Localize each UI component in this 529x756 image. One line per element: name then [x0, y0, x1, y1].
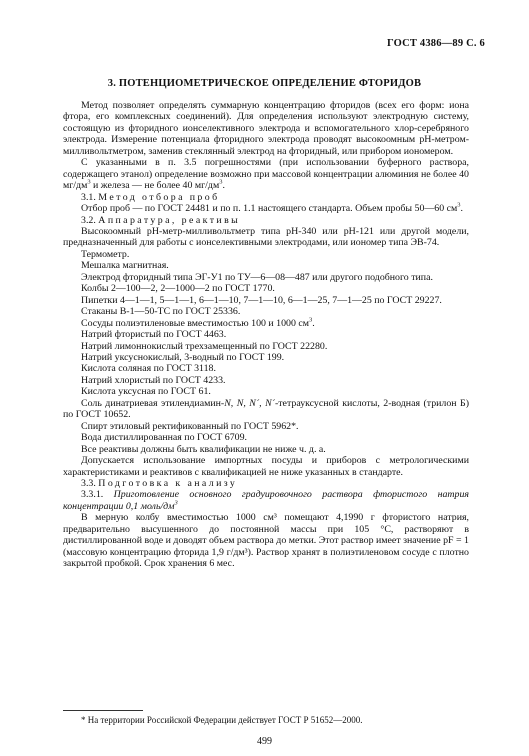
subsection-title: Подготовка к анализу — [98, 477, 238, 489]
subsection-3-1-heading — [63, 192, 469, 203]
list-item: Колбы 2—100—2, 2—1000—2 по ГОСТ 1770. — [81, 283, 275, 295]
list-item: Термометр. — [81, 248, 130, 260]
subsection-title: Приготовление основного градуировочного раствора фтористого натрия концентрации 0,1 моль/дм — [63, 489, 470, 512]
list-item: Стаканы В-1—50-ТС по ГОСТ 25336. — [81, 306, 241, 318]
subsection-number: 3.1. — [81, 191, 99, 203]
list-item: Кислота уксусная по ГОСТ 61. — [81, 386, 211, 398]
edta-text: Соль динатриевая этилендиамин- — [81, 397, 225, 409]
list-item: Все реактивы должны быть квалификации не ниже ч. д. а. — [81, 443, 326, 455]
list-item: Натрий хлористый по ГОСТ 4233. — [81, 374, 226, 386]
superscript: 3 — [309, 316, 313, 324]
subsection-3-3-heading — [63, 478, 469, 489]
superscript: 3 — [87, 178, 91, 186]
sampling-text: Отбор проб — по ГОСТ 24481 и по п. 1.1 настоящего стандарта. Объем пробы 50—60 см — [81, 203, 458, 215]
superscript: 3 — [219, 178, 223, 186]
accuracy-paragraph — [63, 157, 469, 191]
subsection-3-2-heading — [63, 215, 469, 226]
vessels-text: Сосуды полиэтиленовые вместимостью 100 и 1000 см — [81, 317, 310, 329]
superscript: 3 — [457, 201, 461, 209]
list-item — [63, 318, 469, 329]
section-title: 3. ПОТЕНЦИОМЕТРИЧЕСКОЕ ОПРЕДЕЛЕНИЕ ФТОРИДОВ — [107, 78, 422, 89]
list-item: Натрий лимоннокислый трехзамещенный по ГОСТ 22280. — [81, 340, 328, 352]
running-header: ГОСТ 4386—89 С. 6 — [386, 38, 485, 49]
body-text — [63, 100, 469, 570]
subsection-number: 3.2. — [81, 214, 99, 226]
subsection-title: Метод отбора проб — [98, 191, 220, 203]
subsection-number: 3.3.1. — [81, 489, 114, 501]
list-item: Кислота соляная по ГОСТ 3118. — [81, 363, 216, 375]
edta-text-2: -тетрауксусной кислоты, 2-водная (трилон Б) по ГОСТ 10652. — [63, 397, 470, 421]
sampling-text-end: . — [460, 203, 463, 215]
preparation-paragraph: В мерную колбу вместимостью 1000 см³ помещают 4,1990 г фтористого натрия, предварительно высушенного до постоянной массы при 105 °С, растворяют в дистиллированной воде и доводят объем раствора до метки. Этот раствор имеет значение pF = 1 (массовую концентрацию фторида 1,9 г/дм³). Раствор хранят в полиэтиленовом сосуде с плотно закрытой пробкой. Срок хранения 6 мес. — [63, 512, 469, 570]
edta-formula: N, N, N´, N´ — [224, 397, 275, 409]
footnote-divider — [63, 710, 143, 711]
list-item — [63, 398, 469, 421]
subsection-number: 3.3. — [81, 477, 99, 489]
accuracy-text: С указанными в п. 3.5 погрешностями (при использовании буферного раствора, содержащего этанол) определение возможно при массовой концентрации алюминия не более 40 мг/дм — [63, 157, 469, 192]
list-item: Спирт этиловый ректификованный по ГОСТ 5962*. — [81, 420, 299, 432]
superscript: 3 — [174, 499, 178, 507]
list-item: Мешалка магнитная. — [81, 260, 169, 272]
list-item: Натрий уксуснокислый, 3-водный по ГОСТ 199. — [81, 351, 285, 363]
subsection-title: Аппаратура, реактивы — [98, 214, 241, 226]
list-item: Натрий фтористый по ГОСТ 4463. — [81, 329, 227, 341]
list-item: Пипетки 4—1—1, 5—1—1, 6—1—10, 7—1—10, 6—1—25, 7—1—25 по ГОСТ 29227. — [81, 294, 442, 306]
accuracy-text-2: и железа — не более 40 мг/дм — [90, 180, 220, 192]
list-item: Допускается использование импортных посуды и приборов с метрологическими характеристиками и реактивов с квалификацией не ниже указанных в стандарте. — [63, 455, 469, 478]
vessels-text-end: . — [312, 317, 315, 329]
page-number: 499 — [257, 736, 272, 747]
subsection-3-3-1-heading — [63, 489, 469, 512]
list-item: Электрод фторидный типа ЭГ-У1 по ТУ—6—08—487 или другого подобного типа. — [81, 271, 433, 283]
sampling-paragraph — [63, 203, 469, 214]
list-item: Высокоомный pH-метр-милливольтметр типа pH-340 или pH-121 или другой модели, предназначенный для работы с ионселективными электродами, или иономер типа ЭВ-74. — [63, 225, 469, 249]
accuracy-text-3: . — [222, 180, 225, 192]
footnote: * На территории Российской Федерации действует ГОСТ Р 51652—2000. — [81, 715, 363, 725]
list-item: Вода дистиллированная по ГОСТ 6709. — [81, 432, 248, 444]
intro-paragraph: Метод позволяет определять суммарную концентрацию фторидов (всех его форм: иона фтора, его комплексных соединений). Для определения используют электродную систему, состоящую из фторидного ионселективного электрода и вспомогательного хлор-серебряного электрода. Измерение потенциала фторидного электрода проводят высокоомным pH-метром-милливольтметром, заменив стеклянный электрод на фторидный, или прибором иономером. — [63, 100, 469, 157]
